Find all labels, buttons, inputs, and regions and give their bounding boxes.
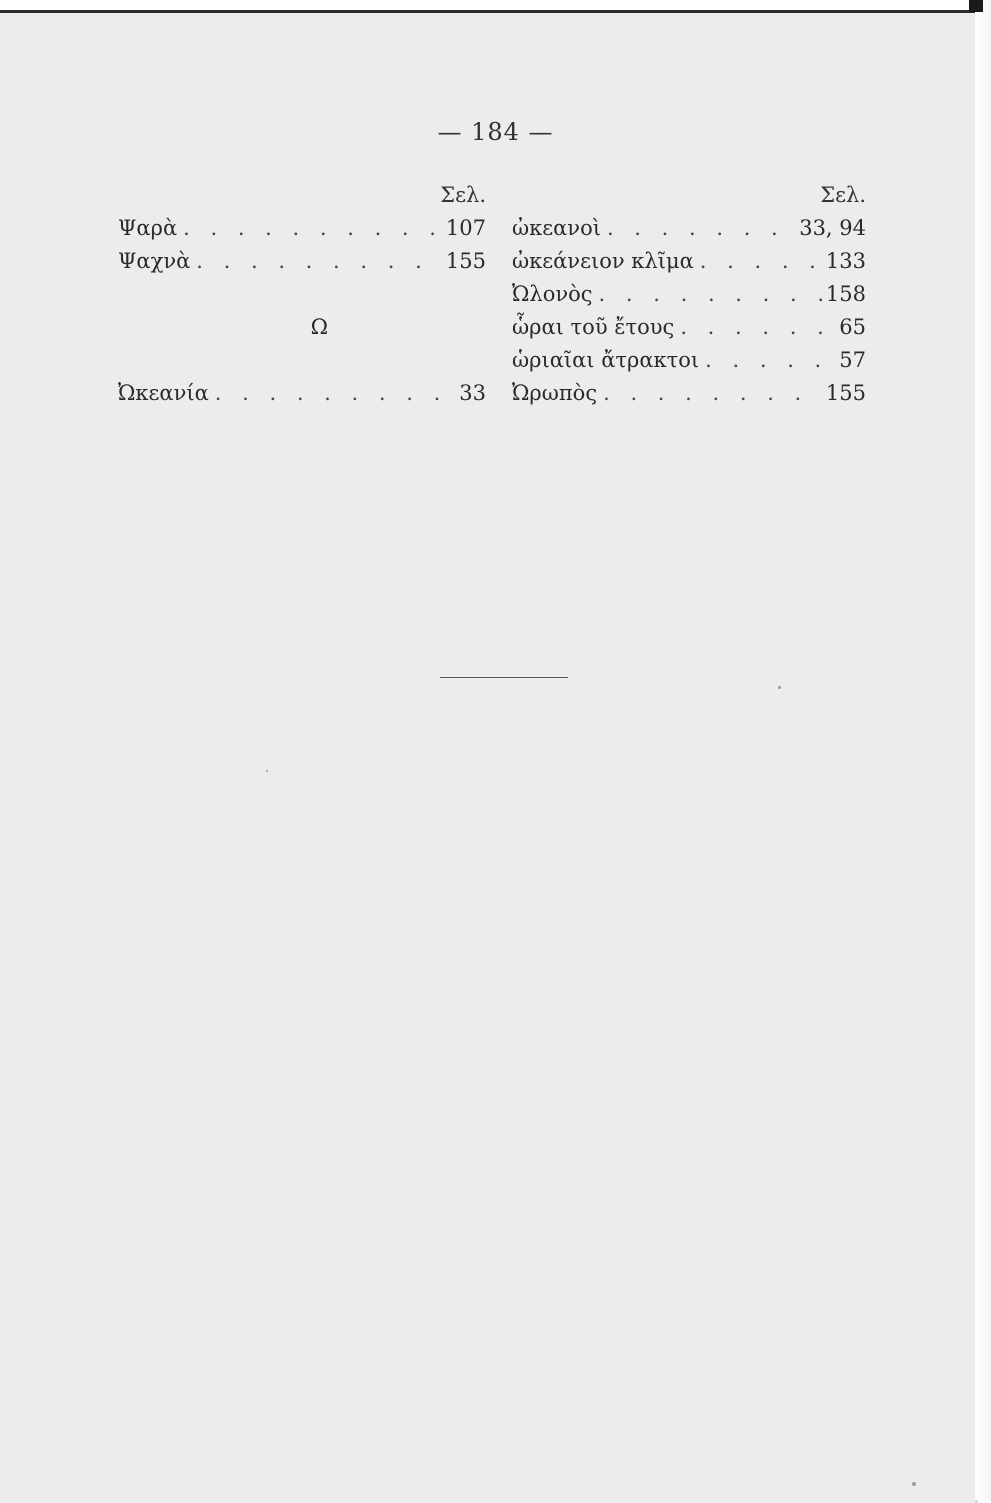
entry-pages: 33, 94 — [799, 216, 866, 240]
entry-term: Ὠλονὸς — [512, 282, 593, 306]
dot-leader — [694, 245, 824, 278]
index-entry — [512, 245, 866, 278]
index-column-left — [118, 178, 486, 410]
entry-term: Ψαρὰ — [118, 216, 178, 240]
index-entry — [512, 278, 866, 311]
entry-pages: 57 — [839, 348, 866, 372]
column-header: Σελ. — [440, 183, 486, 207]
dot-leader — [674, 311, 837, 344]
scan-corner-mark — [969, 0, 983, 12]
paper-speck — [266, 770, 268, 772]
blank-row — [118, 344, 486, 377]
page-edge — [975, 0, 991, 1500]
dot-leader — [601, 212, 797, 245]
index-entry — [118, 245, 486, 278]
dot-leader — [177, 212, 444, 245]
page-number: — 184 — — [437, 118, 554, 146]
column-header: Σελ. — [820, 183, 866, 207]
end-rule — [440, 677, 568, 678]
index-entry — [118, 212, 486, 245]
paper-speck — [912, 1482, 916, 1486]
dot-leader — [593, 278, 824, 311]
entry-pages: 107 — [445, 216, 486, 240]
entry-pages: 155 — [445, 249, 486, 273]
index-entry — [512, 311, 866, 344]
dot-leader — [190, 245, 444, 278]
index-entry — [512, 344, 866, 377]
entry-term: ὠκεάνειον κλῖμα — [512, 249, 694, 273]
entry-term: ὧραι τοῦ ἔτους — [512, 315, 675, 339]
paper-speck — [778, 686, 781, 689]
index-entry — [118, 377, 486, 410]
entry-term: Ψαχνὰ — [118, 249, 191, 273]
entry-term: ὠκεανοὶ — [512, 216, 601, 240]
index-entry — [512, 212, 866, 245]
entry-pages: 33 — [459, 381, 486, 405]
entry-term: ὡριαῖαι ἄτρακτοι — [512, 348, 700, 372]
index-column-right — [512, 178, 866, 410]
entry-term: Ὠκεανία — [118, 381, 209, 405]
dot-leader — [209, 377, 457, 410]
entry-pages: 133 — [825, 249, 866, 273]
entry-pages: 65 — [839, 315, 866, 339]
dot-leader — [699, 344, 837, 377]
dot-leader — [597, 377, 824, 410]
entry-term: Ὠρωπὸς — [512, 381, 598, 405]
section-letter-heading: Ω — [310, 315, 328, 339]
index-entry — [512, 377, 866, 410]
entry-pages: 158 — [825, 282, 866, 306]
entry-pages: 155 — [825, 381, 866, 405]
blank-row — [118, 278, 486, 311]
